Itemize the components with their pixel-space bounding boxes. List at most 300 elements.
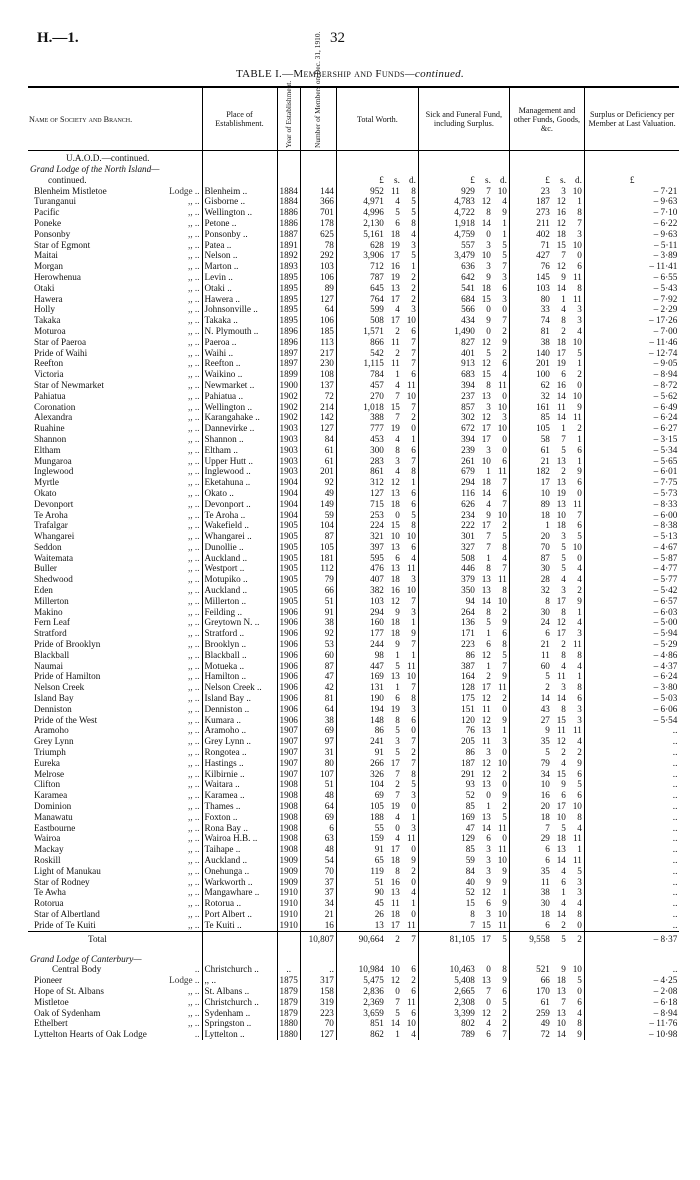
table-row xyxy=(28,671,679,682)
branch-name: Rotorua ,, .. xyxy=(34,898,200,909)
place-cell: Lyttelton .. xyxy=(202,1029,277,1040)
worth-cell: 127 13 6 xyxy=(336,488,418,499)
table-row xyxy=(28,693,679,704)
year-cell: 1910 xyxy=(277,920,300,931)
place-cell: Taihape .. xyxy=(202,844,277,855)
society-name: U.A.O.D.—continued. xyxy=(66,153,150,164)
sick-fund-cell: 541 18 6 xyxy=(418,283,509,294)
col-name: Name of Society and Branch. xyxy=(28,88,202,151)
place-cell: Waihi .. xyxy=(202,348,277,359)
sick-fund-cell: 642 9 3 xyxy=(418,272,509,283)
table-row xyxy=(28,887,679,898)
branch-name: Pride of Te Kuiti ,, .. xyxy=(34,919,200,930)
table-row xyxy=(28,844,679,855)
mgmt-fund-cell: 14 14 6 xyxy=(509,693,584,704)
table-row xyxy=(28,1029,679,1040)
year-cell: 1908 xyxy=(277,790,300,801)
surplus-cell: – 5·54 xyxy=(584,715,679,726)
surplus-cell: – 5·62 xyxy=(584,391,679,402)
sick-fund-cell: 913 12 6 xyxy=(418,358,509,369)
branch-name: Karamea ,, .. xyxy=(34,790,200,801)
sick-fund-cell: 40 9 9 xyxy=(418,877,509,888)
surplus-cell: – 3·80 xyxy=(584,682,679,693)
year-cell: 1879 xyxy=(277,986,300,997)
branch-name: Central Body .. xyxy=(52,964,200,975)
total-place xyxy=(202,931,277,948)
branch-name: Fern Leaf ,, .. xyxy=(34,617,200,628)
worth-cell: 224 15 8 xyxy=(336,520,418,531)
year-cell: 1908 xyxy=(277,779,300,790)
page-number: 32 xyxy=(330,30,345,46)
mgmt-fund-cell: 100 6 2 xyxy=(509,369,584,380)
table-row xyxy=(28,240,679,251)
year-cell: 1879 xyxy=(277,1008,300,1019)
branch-name: Ethelbert ,, .. xyxy=(34,1018,200,1029)
branch-name: Seddon ,, .. xyxy=(34,541,200,552)
branch-name: Dominion ,, .. xyxy=(34,801,200,812)
year-cell: 1886 xyxy=(277,218,300,229)
sick-fund-cell: 394 17 0 xyxy=(418,434,509,445)
sick-fund-cell: 327 7 8 xyxy=(418,542,509,553)
members-cell: 16 xyxy=(300,920,336,931)
mgmt-fund-cell: 33 4 3 xyxy=(509,304,584,315)
lodge-heading-row xyxy=(28,164,679,175)
branch-name: Pride of the West ,, .. xyxy=(34,714,200,725)
place-cell: Aramoho .. xyxy=(202,725,277,736)
table-row xyxy=(28,499,679,510)
unit-pence: d. xyxy=(499,174,507,185)
members-cell: 51 xyxy=(300,596,336,607)
branch-name: Light of Manukau ,, .. xyxy=(34,865,200,876)
place-cell: Otaki .. xyxy=(202,283,277,294)
title-main: TABLE I.— xyxy=(235,68,294,80)
year-cell: 1904 xyxy=(277,477,300,488)
table-row xyxy=(28,585,679,596)
table-row xyxy=(28,402,679,413)
mgmt-fund-cell: 211 12 7 xyxy=(509,218,584,229)
table-row xyxy=(28,801,679,812)
worth-cell: 244 9 7 xyxy=(336,639,418,650)
sick-fund-cell: 84 3 9 xyxy=(418,866,509,877)
surplus-cell: .. xyxy=(584,866,679,877)
surplus-cell: – 5·03 xyxy=(584,693,679,704)
sick-fund-cell: 301 7 5 xyxy=(418,531,509,542)
table-row xyxy=(28,283,679,294)
worth-cell: 851 14 10 xyxy=(336,1018,418,1029)
sick-fund-cell: 222 17 2 xyxy=(418,520,509,531)
table-row xyxy=(28,261,679,272)
table-row xyxy=(28,186,679,197)
members-cell: 366 xyxy=(300,196,336,207)
members-cell: 70 xyxy=(300,1018,336,1029)
col-sick: Sick and Funeral Fund, including Surplus. xyxy=(418,88,509,151)
worth-cell: 712 16 1 xyxy=(336,261,418,272)
worth-cell: 253 0 5 xyxy=(336,510,418,521)
mgmt-fund-cell: 24 12 4 xyxy=(509,617,584,628)
branch-name: Hawera ,, .. xyxy=(34,293,200,304)
mgmt-fund-cell: 18 10 8 xyxy=(509,812,584,823)
worth-cell: 645 13 2 xyxy=(336,283,418,294)
place-cell: Rongotea .. xyxy=(202,747,277,758)
mgmt-fund-cell: 11 6 3 xyxy=(509,877,584,888)
mgmt-fund-cell: 21 13 1 xyxy=(509,456,584,467)
surplus-cell: – 5·87 xyxy=(584,553,679,564)
sick-fund-cell: 379 13 11 xyxy=(418,574,509,585)
table-row xyxy=(28,477,679,488)
year-cell: 1906 xyxy=(277,607,300,618)
year-cell: 1907 xyxy=(277,725,300,736)
branch-name: Poneke ,, .. xyxy=(34,217,200,228)
year-cell: 1892 xyxy=(277,250,300,261)
worth-cell: 270 7 10 xyxy=(336,391,418,402)
surplus-cell: .. xyxy=(584,812,679,823)
table-row xyxy=(28,833,679,844)
branch-name: Pioneer Lodge .. xyxy=(34,975,200,986)
place-cell: Denniston .. xyxy=(202,704,277,715)
year-cell: 1906 xyxy=(277,671,300,682)
surplus-cell: – 5·65 xyxy=(584,456,679,467)
members-cell: 84 xyxy=(300,434,336,445)
col-members-label: Number of Members on Dec. 31, 1910. xyxy=(313,31,323,148)
mgmt-fund-cell: 145 9 11 xyxy=(509,272,584,283)
mgmt-fund-cell: 6 13 1 xyxy=(509,844,584,855)
sick-fund-cell: 187 12 10 xyxy=(418,758,509,769)
worth-cell: 91 17 0 xyxy=(336,844,418,855)
sick-fund-cell: 434 9 7 xyxy=(418,315,509,326)
year-cell: 1905 xyxy=(277,574,300,585)
worth-cell: 194 19 3 xyxy=(336,704,418,715)
year-cell: 1908 xyxy=(277,812,300,823)
table-row xyxy=(28,823,679,834)
branch-name: Victoria ,, .. xyxy=(34,369,200,380)
col-surplus: Surplus or Deficiency per Member at Last Valuation. xyxy=(584,88,679,151)
table-row xyxy=(28,725,679,736)
unit-surplus: £ xyxy=(584,175,679,186)
place-cell: Ponsonby .. xyxy=(202,229,277,240)
mgmt-fund-cell: 11 8 8 xyxy=(509,650,584,661)
mgmt-fund-cell: 9 11 11 xyxy=(509,725,584,736)
year-cell: 1900 xyxy=(277,380,300,391)
table-row xyxy=(28,272,679,283)
place-cell: Blackball .. xyxy=(202,650,277,661)
surplus-cell: – 5·34 xyxy=(584,445,679,456)
unit-pounds: £ xyxy=(379,174,384,185)
surplus-cell: – 6·03 xyxy=(584,607,679,618)
place-cell: Christchurch .. xyxy=(202,964,277,975)
surplus-cell: .. xyxy=(584,920,679,931)
year-cell: 1908 xyxy=(277,801,300,812)
table-row xyxy=(28,196,679,207)
year-cell: 1905 xyxy=(277,563,300,574)
table-row xyxy=(28,563,679,574)
place-cell: Nelson .. xyxy=(202,250,277,261)
table-row xyxy=(28,596,679,607)
mgmt-fund-cell: 80 1 11 xyxy=(509,294,584,305)
place-cell: Levin .. xyxy=(202,272,277,283)
sick-fund-cell: 4,722 8 9 xyxy=(418,207,509,218)
sick-fund-cell: 261 10 6 xyxy=(418,456,509,467)
worth-cell: 453 4 1 xyxy=(336,434,418,445)
table-row xyxy=(28,997,679,1008)
table-row xyxy=(28,617,679,628)
branch-name: Oak of Sydenham ,, .. xyxy=(34,1007,200,1018)
mgmt-fund-cell: 20 17 10 xyxy=(509,801,584,812)
worth-cell: 188 4 1 xyxy=(336,812,418,823)
mgmt-fund-cell: 16 6 6 xyxy=(509,790,584,801)
year-cell: 1897 xyxy=(277,348,300,359)
members-cell: 91 xyxy=(300,607,336,618)
year-cell: 1895 xyxy=(277,294,300,305)
unit-pounds: £ xyxy=(470,174,475,185)
sick-fund-cell: 672 17 10 xyxy=(418,423,509,434)
place-cell: Whangarei .. xyxy=(202,531,277,542)
place-cell: Wakefield .. xyxy=(202,520,277,531)
worth-cell: 169 13 10 xyxy=(336,671,418,682)
table-row xyxy=(28,250,679,261)
mgmt-fund-cell: 1 18 6 xyxy=(509,520,584,531)
surplus-cell: – 6·57 xyxy=(584,596,679,607)
sick-fund-cell: 234 9 10 xyxy=(418,510,509,521)
year-cell: 1905 xyxy=(277,520,300,531)
worth-cell: 4,996 5 5 xyxy=(336,207,418,218)
sick-fund-cell: 827 12 9 xyxy=(418,337,509,348)
branch-name: Stratford ,, .. xyxy=(34,628,200,639)
surplus-cell: – 5·94 xyxy=(584,628,679,639)
mgmt-fund-cell: 259 13 4 xyxy=(509,1008,584,1019)
worth-cell: 777 19 0 xyxy=(336,423,418,434)
members-cell: 87 xyxy=(300,661,336,672)
table-row xyxy=(28,380,679,391)
total-members: 10,807 xyxy=(300,931,336,948)
mgmt-fund-cell: 32 3 2 xyxy=(509,585,584,596)
members-cell: .. xyxy=(300,964,336,975)
worth-cell: 3,906 17 5 xyxy=(336,250,418,261)
surplus-cell: – 7·10 xyxy=(584,207,679,218)
branch-name: Star of Rodney ,, .. xyxy=(34,876,200,887)
sick-fund-cell: 294 18 7 xyxy=(418,477,509,488)
worth-cell: 1,571 2 6 xyxy=(336,326,418,337)
mgmt-fund-cell: 62 16 0 xyxy=(509,380,584,391)
year-cell: 1895 xyxy=(277,304,300,315)
branch-name: Blenheim Mistletoe Lodge .. xyxy=(34,185,200,196)
members-cell: 69 xyxy=(300,725,336,736)
members-cell: 42 xyxy=(300,682,336,693)
table-row xyxy=(28,779,679,790)
branch-name: Blackball ,, .. xyxy=(34,649,200,660)
mgmt-fund-cell: 170 13 0 xyxy=(509,986,584,997)
surplus-cell: .. xyxy=(584,833,679,844)
surplus-cell: – 8·38 xyxy=(584,520,679,531)
members-cell: 66 xyxy=(300,585,336,596)
mgmt-fund-cell: 85 14 11 xyxy=(509,412,584,423)
branch-name: Star of Egmont ,, .. xyxy=(34,239,200,250)
mgmt-fund-cell: 21 2 11 xyxy=(509,639,584,650)
members-cell: 105 xyxy=(300,542,336,553)
mgmt-fund-cell: 38 1 3 xyxy=(509,887,584,898)
branch-name: Ponsonby ,, .. xyxy=(34,228,200,239)
year-cell: 1904 xyxy=(277,499,300,510)
year-cell: 1905 xyxy=(277,553,300,564)
year-cell: 1903 xyxy=(277,445,300,456)
sick-fund-cell: 4,759 0 1 xyxy=(418,229,509,240)
table-row xyxy=(28,510,679,521)
worth-cell: 294 9 3 xyxy=(336,607,418,618)
mgmt-fund-cell: 61 5 6 xyxy=(509,445,584,456)
members-cell: 127 xyxy=(300,1029,336,1040)
surplus-cell: .. xyxy=(584,964,679,975)
branch-name: Aramoho ,, .. xyxy=(34,725,200,736)
members-cell: 72 xyxy=(300,391,336,402)
members-cell: 34 xyxy=(300,898,336,909)
mgmt-fund-cell: 521 9 10 xyxy=(509,964,584,975)
year-cell: 1907 xyxy=(277,769,300,780)
table-row xyxy=(28,812,679,823)
mgmt-fund-cell: 72 14 9 xyxy=(509,1029,584,1040)
branch-name: Whangarei ,, .. xyxy=(34,531,200,542)
sick-fund-cell: 120 12 9 xyxy=(418,715,509,726)
worth-cell: 104 2 5 xyxy=(336,779,418,790)
year-cell: 1903 xyxy=(277,466,300,477)
branch-name: Moturoa ,, .. xyxy=(34,325,200,336)
members-cell: 223 xyxy=(300,1008,336,1019)
members-cell: 54 xyxy=(300,855,336,866)
members-cell: 319 xyxy=(300,997,336,1008)
surplus-cell: – 6·49 xyxy=(584,402,679,413)
sick-fund-cell: 86 3 0 xyxy=(418,747,509,758)
place-cell: Patea .. xyxy=(202,240,277,251)
total-row xyxy=(28,931,679,948)
worth-cell: 105 19 0 xyxy=(336,801,418,812)
place-cell: Westport .. xyxy=(202,563,277,574)
place-cell: Port Albert .. xyxy=(202,909,277,920)
total-mgmt: 9,558 5 2 xyxy=(509,931,584,948)
members-cell: 158 xyxy=(300,986,336,997)
col-mgmt: Management and other Funds, Goods, &c. xyxy=(509,88,584,151)
members-cell: 64 xyxy=(300,304,336,315)
branch-name: Wairoa ,, .. xyxy=(34,833,200,844)
members-cell: 64 xyxy=(300,704,336,715)
sick-fund-cell: 4,783 12 4 xyxy=(418,196,509,207)
worth-cell: 2,130 6 8 xyxy=(336,218,418,229)
members-cell: 104 xyxy=(300,520,336,531)
mgmt-fund-cell: 103 14 8 xyxy=(509,283,584,294)
units-row xyxy=(28,175,679,186)
lodge-name: Grand Lodge of the North Island— xyxy=(30,164,160,174)
surplus-cell: – 7·92 xyxy=(584,294,679,305)
year-cell: 1904 xyxy=(277,510,300,521)
worth-cell: 866 11 7 xyxy=(336,337,418,348)
place-cell: Paeroa .. xyxy=(202,337,277,348)
surplus-cell: – 5·29 xyxy=(584,639,679,650)
table-row xyxy=(28,790,679,801)
table-row xyxy=(28,207,679,218)
members-cell: 80 xyxy=(300,758,336,769)
sick-fund-cell: 86 12 5 xyxy=(418,650,509,661)
branch-name: Okato ,, .. xyxy=(34,487,200,498)
mgmt-fund-cell: 30 4 4 xyxy=(509,898,584,909)
sick-fund-cell: 626 4 7 xyxy=(418,499,509,510)
sick-fund-cell: 52 12 1 xyxy=(418,887,509,898)
mgmt-fund-cell: 5 2 2 xyxy=(509,747,584,758)
branch-name: Nelson Creek ,, .. xyxy=(34,682,200,693)
year-cell: 1906 xyxy=(277,661,300,672)
place-cell: Rotorua .. xyxy=(202,898,277,909)
table-row xyxy=(28,574,679,585)
table-row xyxy=(28,326,679,337)
mgmt-fund-cell: 27 15 3 xyxy=(509,715,584,726)
place-cell: Karamea .. xyxy=(202,790,277,801)
surplus-cell: – 5·11 xyxy=(584,240,679,251)
col-worth: Total Worth. xyxy=(336,88,418,151)
year-cell: 1906 xyxy=(277,639,300,650)
members-cell: 103 xyxy=(300,261,336,272)
table-title xyxy=(0,68,700,80)
worth-cell: 4,971 4 5 xyxy=(336,196,418,207)
worth-cell: 177 18 9 xyxy=(336,628,418,639)
year-cell: 1897 xyxy=(277,358,300,369)
worth-cell: 407 18 3 xyxy=(336,574,418,585)
mgmt-fund-cell: 60 4 4 xyxy=(509,661,584,672)
sick-fund-cell: 508 1 4 xyxy=(418,553,509,564)
section-heading-row xyxy=(28,151,679,165)
sick-fund-cell: 3,399 12 2 xyxy=(418,1008,509,1019)
table-row xyxy=(28,866,679,877)
members-cell: 37 xyxy=(300,887,336,898)
year-cell: 1880 xyxy=(277,1018,300,1029)
mgmt-fund-cell: 140 17 5 xyxy=(509,348,584,359)
surplus-cell: – 9·63 xyxy=(584,229,679,240)
table-row xyxy=(28,348,679,359)
table-row xyxy=(28,877,679,888)
surplus-cell: – 4·37 xyxy=(584,661,679,672)
year-cell: 1886 xyxy=(277,207,300,218)
worth-cell: 508 17 10 xyxy=(336,315,418,326)
total-label: Total xyxy=(28,931,202,948)
sick-fund-cell: 128 17 11 xyxy=(418,682,509,693)
members-cell: 78 xyxy=(300,240,336,251)
members-cell: 51 xyxy=(300,779,336,790)
members-cell: 144 xyxy=(300,186,336,197)
col-year xyxy=(277,80,300,151)
branch-name: Waitemata ,, .. xyxy=(34,552,200,563)
sick-fund-cell: 171 1 6 xyxy=(418,628,509,639)
table-row xyxy=(28,975,679,986)
sick-fund-cell: 175 12 2 xyxy=(418,693,509,704)
surplus-cell: – 11·76 xyxy=(584,1018,679,1029)
year-cell: 1893 xyxy=(277,261,300,272)
branch-name: Takaka ,, .. xyxy=(34,315,200,326)
mgmt-fund-cell: 182 2 9 xyxy=(509,466,584,477)
place-cell: Pahiatua .. xyxy=(202,391,277,402)
members-cell: 48 xyxy=(300,790,336,801)
year-cell: 1906 xyxy=(277,650,300,661)
mgmt-fund-cell: 81 2 4 xyxy=(509,326,584,337)
worth-cell: 2,836 0 6 xyxy=(336,986,418,997)
members-cell: 149 xyxy=(300,499,336,510)
table-row xyxy=(28,909,679,920)
year-cell: 1908 xyxy=(277,823,300,834)
place-cell: Hamilton .. xyxy=(202,671,277,682)
table-row xyxy=(28,445,679,456)
mgmt-fund-cell: 70 5 10 xyxy=(509,542,584,553)
mgmt-fund-cell: 6 17 3 xyxy=(509,628,584,639)
table-row xyxy=(28,628,679,639)
mgmt-fund-cell: 30 8 1 xyxy=(509,607,584,618)
members-cell: 87 xyxy=(300,531,336,542)
members-cell: 97 xyxy=(300,736,336,747)
worth-cell: 241 3 7 xyxy=(336,736,418,747)
year-cell: 1903 xyxy=(277,456,300,467)
